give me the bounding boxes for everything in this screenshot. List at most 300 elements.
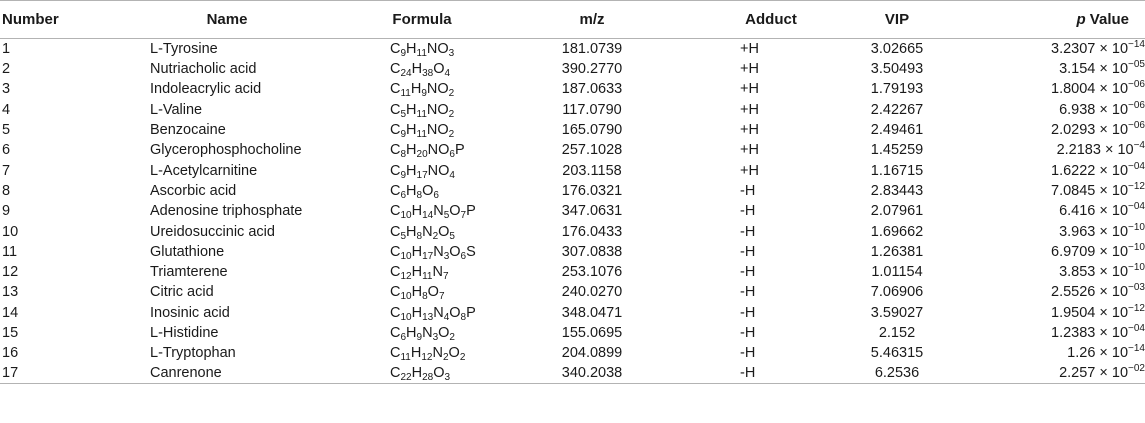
header-formula: Formula (392, 11, 452, 28)
cell-mz: 181.0739 (561, 41, 623, 57)
p-value-mantissa: 6.9709 × 10 (1051, 243, 1129, 260)
formula-subscript: 20 (416, 149, 428, 161)
formula-element: C (390, 122, 401, 139)
cell-p-value (972, 100, 1145, 120)
table-row (0, 262, 1145, 282)
formula-subscript: 11 (400, 88, 411, 100)
cell-adduct: +H (740, 81, 759, 98)
formula-element: C (390, 365, 401, 382)
formula-subscript: 8 (400, 149, 407, 161)
formula-subscript: 17 (422, 250, 434, 262)
formula-element: C (390, 203, 401, 220)
cell-name: Nutriacholic acid (150, 61, 257, 78)
p-value-exponent: −06 (1128, 120, 1145, 132)
formula-subscript: 12 (421, 352, 433, 364)
cell-adduct: -H (740, 304, 756, 321)
cell-adduct: -H (740, 264, 756, 281)
p-value-exponent: −10 (1128, 241, 1145, 253)
cell-name: Ascorbic acid (150, 182, 237, 199)
formula-subscript: 6 (400, 332, 407, 343)
cell-vip: 3.02665 (870, 41, 924, 57)
formula-element: H (406, 325, 417, 341)
formula-element: H (411, 284, 423, 301)
formula-subscript: 9 (400, 48, 407, 59)
cell-vip: 3.59027 (870, 304, 924, 321)
formula-subscript: 3 (448, 48, 455, 59)
formula-subscript: 2 (449, 332, 455, 343)
cell-mz: 176.0433 (561, 223, 623, 240)
formula-element: O (449, 243, 461, 260)
cell-number: 15 (2, 325, 19, 341)
header-mz: m/z (579, 11, 605, 28)
cell-mz: 348.0471 (561, 304, 623, 321)
p-value-mantissa: 7.0845 × 10 (1051, 182, 1129, 199)
cell-name: L-Histidine (150, 325, 219, 341)
cell-number: 5 (2, 122, 11, 139)
formula-element: C (390, 182, 401, 199)
p-value-mantissa: 1.8004 × 10 (1051, 81, 1129, 98)
cell-p-value (972, 181, 1145, 201)
formula-element: N (433, 304, 444, 321)
header-p-rest: Value (1085, 11, 1129, 28)
formula-element: NO (427, 162, 450, 179)
formula-subscript: 2 (448, 108, 455, 120)
formula-subscript: 38 (422, 68, 434, 80)
formula-subscript: 6 (460, 250, 467, 262)
cell-vip: 1.01154 (871, 264, 923, 281)
formula-subscript: 6 (433, 189, 439, 201)
formula-subscript: 12 (400, 271, 412, 283)
p-value-mantissa: 2.2183 × 10 (1056, 142, 1134, 159)
p-value-exponent: −12 (1128, 302, 1145, 314)
formula-element: H (406, 101, 417, 118)
formula-subscript: 4 (449, 169, 455, 181)
cell-adduct: -H (740, 223, 756, 240)
cell-adduct: -H (740, 284, 756, 301)
formula-element: O (449, 304, 461, 321)
formula-subscript: 22 (400, 372, 412, 384)
cell-number: 8 (2, 182, 11, 199)
cell-mz: 347.0631 (561, 203, 623, 220)
formula-subscript: 3 (432, 332, 439, 343)
formula-element: H (411, 203, 423, 220)
formula-element: C (390, 142, 401, 159)
formula-element: O (438, 223, 450, 240)
formula-element: H (406, 182, 417, 199)
table-row (0, 140, 1145, 160)
cell-p-value (972, 160, 1145, 180)
formula-subscript: 9 (421, 88, 427, 100)
formula-subscript: 5 (400, 108, 407, 120)
cell-vip: 7.06906 (870, 284, 924, 301)
cell-p-value (972, 242, 1145, 262)
cell-mz: 176.0321 (561, 182, 623, 199)
cell-vip: 3.50493 (870, 61, 924, 78)
cell-number: 2 (2, 61, 11, 78)
formula-subscript: 8 (422, 291, 428, 303)
formula-element: N (422, 223, 433, 240)
formula-subscript: 9 (400, 129, 407, 141)
cell-adduct: +H (740, 41, 759, 57)
formula-element: H (411, 365, 423, 382)
formula-element: C (390, 41, 401, 57)
cell-formula (342, 303, 502, 323)
p-value-mantissa: 3.2307 × 10 (1051, 41, 1129, 57)
formula-element: P (466, 304, 476, 321)
cell-adduct: +H (740, 122, 759, 139)
cell-number: 10 (2, 223, 19, 240)
formula-element: NO (426, 41, 449, 57)
cell-p-value (972, 221, 1145, 241)
cell-name: Triamterene (150, 264, 228, 281)
cell-p-value (972, 120, 1145, 140)
table-row (0, 242, 1145, 262)
formula-subscript: 8 (416, 230, 423, 242)
cell-vip: 2.152 (878, 325, 916, 341)
formula-element: O (433, 365, 445, 382)
formula-element: NO (426, 101, 449, 118)
cell-mz: 204.0899 (561, 345, 623, 362)
table-row (0, 343, 1145, 363)
table-body (0, 39, 1145, 384)
formula-subscript: 9 (400, 169, 407, 181)
p-value-exponent: −12 (1128, 180, 1145, 192)
cell-p-value (972, 303, 1145, 323)
table-row (0, 323, 1145, 343)
cell-mz: 187.0633 (561, 81, 623, 98)
cell-adduct: +H (740, 142, 759, 159)
cell-name: L-Acetylcarnitine (150, 162, 258, 179)
table-row (0, 79, 1145, 99)
formula-subscript: 2 (448, 129, 455, 141)
cell-adduct: -H (740, 203, 756, 220)
cell-vip: 2.42267 (870, 101, 924, 118)
cell-name: Benzocaine (150, 122, 226, 139)
formula-subscript: 11 (416, 48, 427, 59)
cell-p-value (972, 140, 1145, 160)
formula-subscript: 17 (416, 169, 428, 181)
cell-formula (342, 79, 502, 99)
cell-p-value (972, 262, 1145, 282)
cell-adduct: +H (740, 101, 759, 118)
formula-subscript: 3 (443, 250, 450, 262)
cell-mz: 165.0790 (561, 122, 623, 139)
formula-element: P (454, 142, 465, 159)
cell-name: Canrenone (112, 363, 342, 384)
formula-subscript: 5 (449, 230, 455, 242)
table-row (0, 59, 1145, 79)
formula-element: O (448, 345, 460, 362)
p-value-mantissa: 2.0293 × 10 (1051, 122, 1129, 139)
cell-formula (342, 100, 502, 120)
p-value-exponent: −03 (1128, 282, 1145, 294)
cell-number: 16 (2, 345, 19, 362)
table-row (0, 160, 1145, 180)
formula-element: C (390, 101, 401, 118)
formula-element: N (433, 203, 444, 220)
cell-name: Ureidosuccinic acid (150, 223, 275, 240)
formula-element: H (406, 162, 417, 179)
formula-subscript: 8 (460, 311, 467, 323)
formula-element: H (411, 61, 423, 78)
formula-subscript: 8 (416, 189, 423, 201)
cell-mz: 155.0695 (561, 325, 623, 341)
cell-p-value (972, 323, 1145, 343)
cell-formula (342, 39, 502, 60)
formula-subscript: 10 (400, 250, 412, 262)
formula-element: H (406, 142, 417, 159)
formula-subscript: 14 (422, 210, 434, 222)
cell-mz: 257.1028 (561, 142, 623, 159)
table-row (0, 181, 1145, 201)
cell-mz: 203.1158 (562, 162, 622, 179)
cell-adduct: -H (740, 325, 756, 341)
cell-mz: 340.2038 (502, 363, 652, 384)
cell-vip: 5.46315 (870, 345, 924, 362)
p-value-exponent: −04 (1128, 201, 1145, 213)
p-value-exponent: −06 (1128, 79, 1145, 91)
cell-number: 7 (2, 162, 11, 179)
cell-name: Adenosine triphosphate (150, 203, 303, 220)
p-value-exponent: −04 (1128, 323, 1145, 334)
table-row (0, 100, 1145, 120)
cell-name: L-Tryptophan (150, 345, 236, 362)
formula-element: H (411, 243, 423, 260)
cell-vip: 1.16715 (870, 162, 924, 179)
table-row (0, 282, 1145, 302)
cell-name: Citric acid (150, 284, 214, 301)
cell-p-value (972, 363, 1145, 384)
p-value-exponent: −02 (1128, 363, 1145, 375)
formula-element: C (390, 61, 401, 78)
formula-element: H (406, 122, 417, 139)
formula-element: O (449, 203, 461, 220)
p-value-mantissa: 6.416 × 10 (1059, 203, 1129, 220)
cell-vip: 1.26381 (870, 243, 924, 260)
cell-vip: 2.07961 (870, 203, 924, 220)
table-header (0, 1, 1145, 39)
formula-element: C (390, 243, 401, 260)
p-value-mantissa: 3.853 × 10 (1059, 264, 1129, 281)
cell-vip: 1.69662 (870, 223, 924, 240)
formula-subscript: 3 (444, 372, 451, 384)
cell-formula (342, 282, 502, 302)
formula-subscript: 2 (459, 352, 466, 364)
table-row (0, 303, 1145, 323)
formula-subscript: 2 (442, 352, 449, 364)
table-row (0, 221, 1145, 241)
p-value-mantissa: 1.2383 × 10 (1051, 325, 1129, 341)
formula-subscript: 7 (438, 291, 445, 303)
p-value-mantissa: 1.9504 × 10 (1051, 304, 1129, 321)
p-value-mantissa: 2.5526 × 10 (1051, 284, 1129, 301)
formula-subscript: 5 (400, 230, 407, 242)
formula-subscript: 28 (422, 372, 434, 384)
cell-p-value (972, 39, 1145, 60)
formula-subscript: 4 (444, 68, 451, 80)
formula-subscript: 10 (400, 311, 412, 323)
formula-subscript: 11 (422, 271, 433, 283)
p-value-exponent: −14 (1128, 39, 1145, 50)
header-number: Number (2, 11, 59, 28)
formula-element: N (432, 345, 443, 362)
cell-formula (342, 363, 502, 384)
formula-subscript: 11 (400, 352, 411, 364)
cell-formula (342, 120, 502, 140)
formula-element: H (406, 41, 417, 57)
cell-formula (342, 323, 502, 343)
cell-number: 17 (0, 363, 112, 384)
header-adduct: Adduct (745, 11, 797, 28)
cell-mz: 307.0838 (561, 243, 623, 260)
formula-element: H (411, 304, 423, 321)
formula-subscript: 11 (416, 129, 427, 141)
cell-number: 3 (2, 81, 11, 98)
formula-element: C (390, 81, 401, 98)
formula-element: N (422, 325, 433, 341)
cell-p-value (972, 201, 1145, 221)
cell-number: 13 (2, 284, 19, 301)
cell-formula (342, 221, 502, 241)
p-value-exponent: −04 (1128, 160, 1145, 172)
formula-subscript: 7 (442, 271, 449, 283)
formula-subscript: 13 (422, 311, 434, 323)
cell-adduct: +H (740, 162, 759, 179)
cell-name: Inosinic acid (150, 304, 230, 321)
formula-element: C (390, 264, 401, 281)
header-name: Name (206, 11, 248, 28)
cell-adduct: +H (740, 61, 759, 78)
formula-subscript: 24 (400, 68, 412, 80)
p-value-exponent: −4 (1133, 140, 1145, 152)
cell-mz: 253.1076 (561, 264, 623, 281)
formula-element: C (390, 304, 401, 321)
cell-vip: 1.79193 (870, 81, 924, 98)
p-value-exponent: −10 (1128, 262, 1145, 274)
cell-number: 6 (2, 142, 11, 159)
cell-vip: 2.83443 (870, 182, 924, 199)
p-value-exponent: −14 (1128, 343, 1145, 355)
cell-p-value (972, 343, 1145, 363)
formula-element: H (411, 264, 423, 281)
formula-element: S (466, 243, 476, 260)
formula-subscript: 5 (443, 210, 450, 222)
cell-formula (342, 262, 502, 282)
formula-element: H (410, 345, 422, 362)
formula-subscript: 4 (443, 311, 450, 323)
formula-element: NO (426, 81, 449, 98)
formula-subscript: 6 (400, 189, 407, 201)
header-p-italic: p (1076, 11, 1086, 28)
formula-element: C (390, 325, 401, 341)
p-value-mantissa: 2.257 × 10 (1059, 365, 1129, 382)
header-p-value (972, 1, 1145, 39)
cell-number: 11 (2, 243, 18, 260)
p-value-mantissa: 3.963 × 10 (1059, 223, 1129, 240)
formula-element: H (410, 81, 422, 98)
formula-subscript: 9 (416, 332, 423, 343)
p-value-mantissa: 3.154 × 10 (1059, 61, 1129, 78)
formula-element: C (390, 345, 401, 362)
formula-element: O (422, 182, 434, 199)
table-row (0, 201, 1145, 221)
cell-p-value (972, 282, 1145, 302)
p-value-exponent: −06 (1128, 99, 1145, 111)
cell-formula (342, 140, 502, 160)
formula-subscript: 11 (416, 108, 427, 120)
p-value-mantissa: 1.26 × 10 (1067, 345, 1129, 362)
formula-subscript: 7 (460, 210, 467, 222)
cell-vip: 2.49461 (870, 122, 924, 139)
cell-number: 12 (2, 264, 19, 281)
formula-element: O (438, 325, 450, 341)
cell-formula (342, 201, 502, 221)
formula-element: C (390, 223, 401, 240)
cell-name: Glycerophosphocholine (150, 142, 302, 159)
cell-vip: 6.2536 (822, 363, 972, 384)
cell-mz: 240.0270 (561, 284, 623, 301)
cell-number: 4 (2, 101, 11, 118)
formula-element: NO (427, 142, 450, 159)
table-row (0, 39, 1145, 60)
formula-element: H (406, 223, 417, 240)
p-value-exponent: −05 (1128, 59, 1145, 71)
formula-element: N (432, 264, 443, 281)
formula-element: C (390, 284, 401, 301)
cell-formula (342, 343, 502, 363)
cell-vip: 1.45259 (870, 142, 924, 159)
cell-name: L-Tyrosine (150, 41, 218, 57)
formula-subscript: 2 (448, 88, 455, 100)
p-value-mantissa: 6.938 × 10 (1059, 101, 1129, 118)
p-value-exponent: −10 (1128, 221, 1145, 233)
formula-element: C (390, 162, 401, 179)
cell-formula (342, 181, 502, 201)
cell-p-value (972, 79, 1145, 99)
formula-element: NO (426, 122, 449, 139)
cell-formula (342, 160, 502, 180)
cell-number: 14 (2, 304, 19, 321)
cell-formula (342, 59, 502, 79)
cell-name: L-Valine (150, 101, 203, 118)
cell-p-value (972, 59, 1145, 79)
header-row (0, 1, 1145, 39)
formula-element: O (427, 284, 439, 301)
table-row (0, 363, 1145, 384)
formula-subscript: 2 (432, 230, 439, 242)
cell-mz: 390.2770 (561, 61, 623, 78)
cell-mz: 117.0790 (562, 101, 622, 118)
cell-name: Glutathione (150, 243, 225, 260)
formula-subscript: 6 (449, 149, 455, 161)
cell-adduct: -H (740, 345, 756, 362)
cell-adduct: -H (740, 243, 756, 260)
cell-name: Indoleacrylic acid (150, 81, 262, 98)
table-row (0, 120, 1145, 140)
cell-adduct: -H (740, 182, 756, 199)
cell-formula (342, 242, 502, 262)
cell-number: 9 (2, 203, 11, 220)
formula-element: O (433, 61, 445, 78)
formula-subscript: 10 (400, 210, 412, 222)
p-value-mantissa: 1.6222 × 10 (1051, 162, 1129, 179)
cell-adduct: -H (652, 363, 822, 384)
cell-number: 1 (2, 41, 11, 57)
formula-element: N (433, 243, 444, 260)
formula-element: P (466, 203, 476, 220)
header-vip: VIP (884, 11, 910, 28)
formula-subscript: 10 (400, 291, 412, 303)
